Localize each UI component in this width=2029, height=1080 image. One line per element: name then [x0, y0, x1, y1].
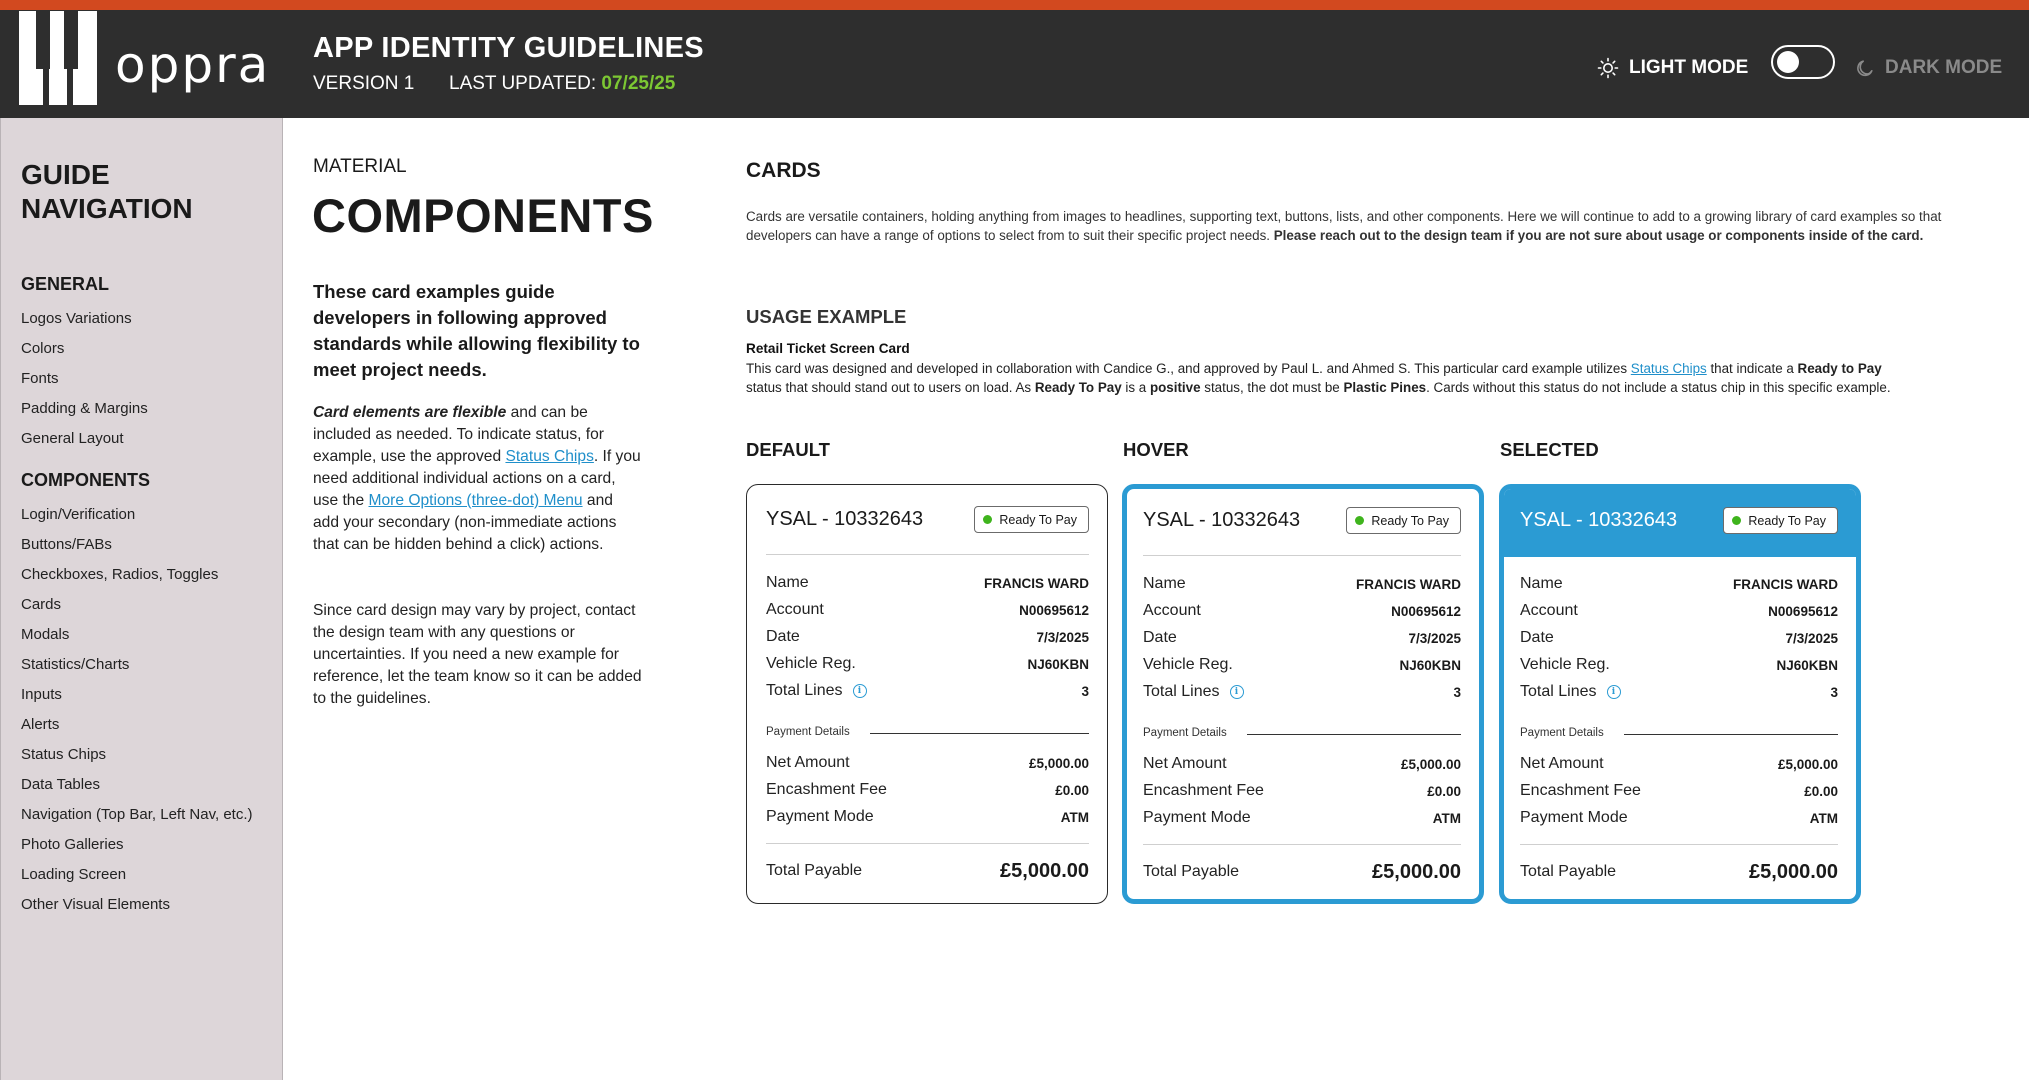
sidebar-item-checkboxes-radios-toggles[interactable]: Checkboxes, Radios, Toggles — [21, 566, 219, 583]
payment-row — [1520, 753, 1838, 775]
field-label: Account — [1143, 602, 1201, 619]
section-kicker: MATERIAL — [313, 156, 407, 177]
intro-paragraph-1 — [313, 402, 643, 556]
field-row — [766, 680, 1089, 702]
light-mode-option[interactable] — [1597, 50, 1748, 86]
intro-lead: These card examples guide developers in following approved standards while allowing flexibility to meet project needs. — [313, 281, 640, 380]
field-row — [1520, 681, 1838, 703]
field-label: Name — [766, 574, 809, 591]
last-updated-label: LAST UPDATED: — [449, 73, 597, 94]
field-label-with-info — [766, 682, 867, 700]
sidebar-item-modals[interactable]: Modals — [21, 626, 70, 643]
sidebar-item-logos-variations[interactable]: Logos Variations — [21, 310, 132, 327]
payment-row — [1520, 807, 1838, 829]
ticket-card-hover[interactable] — [1122, 484, 1484, 904]
payment-label: Net Amount — [1143, 755, 1227, 772]
sidebar-item-alerts[interactable]: Alerts — [21, 716, 60, 733]
total-row — [1143, 858, 1461, 886]
field-row — [766, 572, 1089, 594]
total-value: £5,000.00 — [1000, 859, 1089, 882]
field-row — [1143, 573, 1461, 595]
status-dot-icon — [1355, 516, 1364, 525]
usage-example-heading: USAGE EXAMPLE — [746, 306, 907, 327]
sidebar-item-fonts[interactable]: Fonts — [21, 370, 59, 387]
field-label: Vehicle Reg. — [766, 655, 856, 672]
cards-desc-text: Cards are versatile containers, holding anything from images to headlines, supporting text, buttons, lists, and other components. Here we will continue to add to a growing library of card examples so that developers can have a range of options to select from to suit their specific project needs. — [746, 209, 1942, 243]
field-row — [1143, 681, 1461, 703]
payment-label: Net Amount — [766, 754, 850, 771]
ticket-id: YSAL - 10332643 — [1143, 509, 1301, 531]
app-title: APP IDENTITY GUIDELINES — [313, 32, 704, 64]
payment-row — [1520, 780, 1838, 802]
card-content — [750, 488, 1107, 903]
cards-desc-bold: Please reach out to the design team if you are not sure about usage or components inside of the card. — [1273, 228, 1924, 243]
field-label: Name — [1143, 575, 1186, 592]
status-chip-label: Ready To Pay — [1371, 513, 1449, 528]
field-label: Vehicle Reg. — [1143, 656, 1233, 673]
payment-label: Payment Mode — [766, 808, 874, 825]
field-label: Date — [1143, 629, 1177, 646]
field-row — [1520, 600, 1838, 622]
field-row — [766, 599, 1089, 621]
card-content — [1127, 489, 1479, 899]
field-label-with-info — [1143, 683, 1244, 701]
field-value: NJ60KBN — [1399, 657, 1461, 673]
payment-label: Payment Mode — [1143, 809, 1251, 826]
logo-wordmark: oppra — [115, 36, 271, 94]
header-divider — [766, 554, 1089, 555]
total-row — [766, 857, 1089, 885]
field-row — [1520, 627, 1838, 649]
sidebar-item-cards[interactable]: Cards — [21, 596, 62, 613]
sidebar-item-data-tables[interactable]: Data Tables — [21, 776, 100, 793]
sidebar-item-buttons-fabs[interactable]: Buttons/FABs — [21, 536, 112, 553]
sidebar-item-padding-margins[interactable]: Padding & Margins — [21, 400, 148, 417]
usage-example-subtitle: Retail Ticket Screen Card — [746, 341, 910, 356]
field-label: Vehicle Reg. — [1520, 656, 1610, 673]
field-value: FRANCIS WARD — [1356, 576, 1461, 592]
field-label: Account — [1520, 602, 1578, 619]
sidebar-item-status-chips[interactable]: Status Chips — [21, 746, 107, 763]
field-value: N00695612 — [1391, 603, 1461, 619]
usage-status-chips-link[interactable]: Status Chips — [1630, 361, 1707, 376]
field-value: NJ60KBN — [1776, 657, 1838, 673]
more-options-menu-link[interactable]: More Options (three-dot) Menu — [368, 492, 583, 509]
payment-row — [766, 806, 1089, 828]
info-icon[interactable]: i — [1230, 685, 1244, 699]
dark-mode-option[interactable] — [1855, 50, 2002, 86]
usage-text: status that should stand out to users on load. As — [746, 380, 1035, 395]
payment-row — [1143, 780, 1461, 802]
payment-details-divider — [1624, 734, 1838, 735]
state-label-selected: SELECTED — [1500, 439, 1599, 460]
usage-example-description — [746, 359, 1896, 397]
sidebar-item-other-visual-elements[interactable]: Other Visual Elements — [21, 896, 170, 913]
field-value: 7/3/2025 — [1036, 629, 1089, 645]
intro-paragraph-2: Since card design may vary by project, contact the design team with any questions or uncertainties. If you need a new example for reference, let the team know so it can be added to the guidelines. — [313, 602, 642, 707]
payment-value: ATM — [1060, 809, 1089, 825]
payment-value: £5,000.00 — [1028, 755, 1089, 771]
intro-emphasis: Card elements are flexible — [313, 404, 507, 421]
total-label: Total Payable — [1143, 863, 1240, 880]
sidebar-item-inputs[interactable]: Inputs — [21, 686, 62, 703]
field-value: 3 — [1830, 684, 1838, 700]
payment-value: £0.00 — [1055, 782, 1089, 798]
total-divider — [766, 843, 1089, 844]
field-row — [766, 653, 1089, 675]
payment-value: ATM — [1809, 810, 1838, 826]
sidebar-heading-general: GENERAL — [21, 274, 110, 294]
total-value: £5,000.00 — [1372, 860, 1461, 883]
cards-heading: CARDS — [746, 159, 821, 182]
card-content — [1504, 489, 1856, 899]
field-row — [1143, 654, 1461, 676]
status-chip — [1723, 507, 1838, 534]
field-value: NJ60KBN — [1027, 656, 1089, 672]
guide-navigation-sidebar — [0, 118, 283, 1080]
field-label: Account — [766, 601, 824, 618]
sidebar-heading-components: COMPONENTS — [21, 470, 151, 490]
field-value: 3 — [1453, 684, 1461, 700]
payment-value: ATM — [1432, 810, 1461, 826]
info-icon[interactable]: i — [853, 684, 867, 698]
field-row — [1520, 573, 1838, 595]
theme-toggle[interactable] — [1771, 45, 1835, 79]
sidebar-item-photo-galleries[interactable]: Photo Galleries — [21, 836, 124, 853]
last-updated — [449, 73, 675, 95]
payment-row — [1143, 753, 1461, 775]
card-header — [1504, 489, 1856, 557]
usage-text: status, the dot must be — [1200, 380, 1344, 395]
payment-row — [766, 779, 1089, 801]
field-row — [1143, 627, 1461, 649]
sidebar-item-colors[interactable]: Colors — [21, 340, 65, 357]
usage-bold: positive — [1149, 380, 1201, 395]
card-header — [750, 488, 1107, 556]
status-chip — [1346, 507, 1461, 534]
usage-bold: Plastic Pines — [1343, 380, 1427, 395]
field-value: 7/3/2025 — [1785, 630, 1838, 646]
payment-label: Payment Mode — [1520, 809, 1628, 826]
status-chips-link[interactable]: Status Chips — [505, 448, 594, 465]
field-label-with-info — [1520, 683, 1621, 701]
status-dot-icon — [1732, 516, 1741, 525]
ticket-card-default[interactable] — [746, 484, 1108, 904]
ticket-id: YSAL - 10332643 — [766, 508, 924, 530]
status-chip-label: Ready To Pay — [1748, 513, 1826, 528]
info-icon[interactable]: i — [1607, 685, 1621, 699]
cards-description — [746, 207, 1946, 245]
sidebar-item-navigation[interactable]: Navigation (Top Bar, Left Nav, etc.) — [21, 806, 253, 823]
intro-text: . If you need additional individual actions on a card, use the — [313, 448, 641, 509]
top-bar — [0, 10, 2029, 118]
dark-mode-label: DARK MODE — [1885, 57, 2003, 78]
field-row — [1520, 654, 1838, 676]
field-value: 7/3/2025 — [1408, 630, 1461, 646]
sun-icon — [1597, 57, 1619, 79]
moon-icon — [1855, 58, 1875, 78]
header-divider — [1143, 555, 1461, 556]
usage-text: This card was designed and developed in collaboration with Candice G., and approved by Paul L. and Ahmed S. This particular card example utilizes — [746, 361, 1631, 376]
payment-value: £0.00 — [1427, 783, 1461, 799]
payment-value: £5,000.00 — [1777, 756, 1838, 772]
total-label: Total Payable — [1520, 863, 1617, 880]
field-value: N00695612 — [1019, 602, 1089, 618]
payment-details-label: Payment Details — [1143, 727, 1227, 739]
payment-value: £5,000.00 — [1400, 756, 1461, 772]
usage-text: that indicate a — [1706, 361, 1798, 376]
field-label: Total Lines — [766, 682, 843, 699]
payment-row — [1143, 807, 1461, 829]
field-label: Date — [1520, 629, 1554, 646]
field-row — [766, 626, 1089, 648]
payment-row — [766, 752, 1089, 774]
usage-bold: Ready To Pay — [1034, 380, 1122, 395]
total-divider — [1143, 844, 1461, 845]
state-label-default: DEFAULT — [746, 439, 830, 460]
usage-bold: Ready to Pay — [1797, 361, 1882, 376]
sidebar-item-statistics-charts[interactable]: Statistics/Charts — [21, 656, 130, 673]
theme-toggle-knob — [1777, 51, 1799, 73]
payment-label: Encashment Fee — [1520, 782, 1641, 799]
status-chip — [974, 506, 1089, 533]
total-row — [1520, 858, 1838, 886]
status-dot-icon — [983, 515, 992, 524]
field-value: FRANCIS WARD — [1733, 576, 1838, 592]
sidebar-title: GUIDE NAVIGATION — [21, 159, 193, 224]
accent-strip — [0, 0, 2029, 10]
state-label-hover: HOVER — [1123, 439, 1189, 460]
field-value: 3 — [1081, 683, 1089, 699]
total-value: £5,000.00 — [1749, 860, 1838, 883]
oppra-logo-icon[interactable] — [19, 11, 97, 105]
total-label: Total Payable — [766, 862, 863, 879]
field-label: Name — [1520, 575, 1563, 592]
field-label: Total Lines — [1520, 683, 1597, 700]
payment-value: £0.00 — [1804, 783, 1838, 799]
intro-text: and can be included as needed. To indicate status, for example, use the approved — [313, 404, 604, 465]
field-row — [1143, 600, 1461, 622]
sidebar-item-general-layout[interactable]: General Layout — [21, 430, 124, 447]
ticket-card-selected[interactable] — [1499, 484, 1861, 904]
version-label: VERSION 1 — [313, 73, 415, 94]
last-updated-date: 07/25/25 — [601, 73, 676, 94]
card-header — [1127, 489, 1479, 557]
sidebar-item-login-verification[interactable]: Login/Verification — [21, 506, 136, 523]
usage-text: . Cards without this status do not include a status chip in this specific example. — [1426, 380, 1891, 395]
total-divider — [1520, 844, 1838, 845]
status-chip-label: Ready To Pay — [999, 512, 1077, 527]
payment-details-label: Payment Details — [1520, 727, 1604, 739]
payment-details-divider — [870, 733, 1089, 734]
field-label: Date — [766, 628, 800, 645]
field-value: FRANCIS WARD — [984, 575, 1089, 591]
sidebar-item-loading-screen[interactable]: Loading Screen — [21, 866, 127, 883]
intro-text: and add your secondary (non-immediate actions that can be hidden behind a click) actions. — [313, 492, 617, 553]
payment-details-divider — [1247, 734, 1461, 735]
payment-label: Encashment Fee — [1143, 782, 1264, 799]
payment-label: Encashment Fee — [766, 781, 887, 798]
page-title: COMPONENTS — [312, 189, 654, 242]
usage-text: is a — [1121, 380, 1150, 395]
payment-label: Net Amount — [1520, 755, 1604, 772]
payment-details-label: Payment Details — [766, 726, 850, 738]
light-mode-label: LIGHT MODE — [1629, 57, 1749, 78]
ticket-id: YSAL - 10332643 — [1520, 509, 1678, 531]
field-label: Total Lines — [1143, 683, 1220, 700]
field-value: N00695612 — [1768, 603, 1838, 619]
